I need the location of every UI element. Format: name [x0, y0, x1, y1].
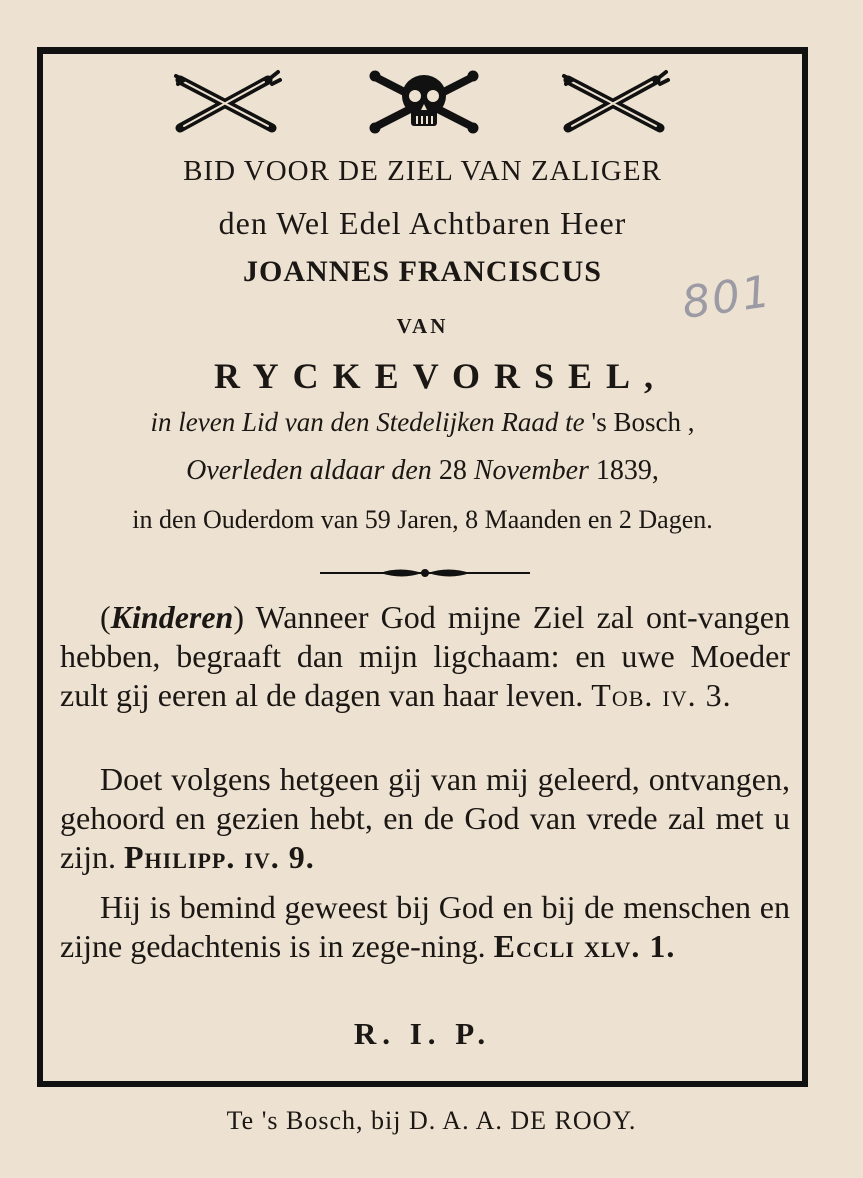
printer-imprint: Te 's Bosch, bij D. A. A. DE ROOY. [226, 1106, 637, 1135]
death-year: 1839, [588, 455, 659, 486]
pencil-inventory-number: 801 [678, 265, 776, 330]
verse-reference: Eccli xlv. 1. [493, 928, 676, 964]
verse-open-paren: ( [100, 599, 111, 635]
honorific-line: den Wel Edel Achtbaren Heer [218, 205, 627, 241]
verse-ecclesiasticus [60, 888, 790, 966]
death-date-line [45, 455, 800, 487]
death-month: November [473, 455, 589, 486]
prayer-heading: BID VOOR DE ZIEL VAN ZALIGER [183, 155, 662, 187]
death-day: 28 [431, 455, 474, 486]
office-line [45, 407, 800, 438]
age-line: in den Ouderdom van 59 Jaren, 8 Maanden en 2 Dagen. [132, 505, 713, 534]
deceased-name-particle: VAN [396, 314, 449, 338]
office-italic: in leven Lid van den Stedelijken Raad te [150, 407, 585, 437]
death-text: Overleden aldaar den [186, 455, 432, 486]
ornamental-divider [320, 565, 530, 581]
rip-closing: R. I. P. [353, 1016, 492, 1051]
verse-text: Hij is bemind geweest bij God en bij de menschen en zijne gedachtenis is in zege-ning. [60, 889, 790, 964]
verse-reference: Philipp. iv. 9. [123, 839, 315, 875]
crossed-torches-icon [560, 66, 674, 136]
deceased-surname: RYCKEVORSEL, [213, 356, 668, 396]
verse-reference: Tob. iv. 3. [591, 677, 732, 713]
verse-close-paren: ) [233, 599, 244, 635]
verse-text: Wanneer God mijne Ziel zal ont-vangen hebben, begraaft dan mijn ligchaam: en uwe Moeder zult gij eeren al de dagen van haar leven. [60, 599, 790, 713]
verse-tobit [60, 598, 790, 715]
deceased-first-names: JOANNES FRANCISCUS [243, 255, 602, 288]
skull-and-crossbones-icon [367, 66, 481, 136]
verse-philippians [60, 760, 790, 877]
crossed-torches-icon [172, 66, 286, 136]
verse-lead: Kinderen [110, 599, 234, 635]
verse-text: Doet volgens hetgeen gij van mij geleerd, ontvangen, gehoord en gezien hebt, en de God van vrede zal met u zijn. [60, 761, 790, 875]
office-place: 's Bosch , [584, 407, 695, 437]
emblem-row [0, 66, 863, 138]
